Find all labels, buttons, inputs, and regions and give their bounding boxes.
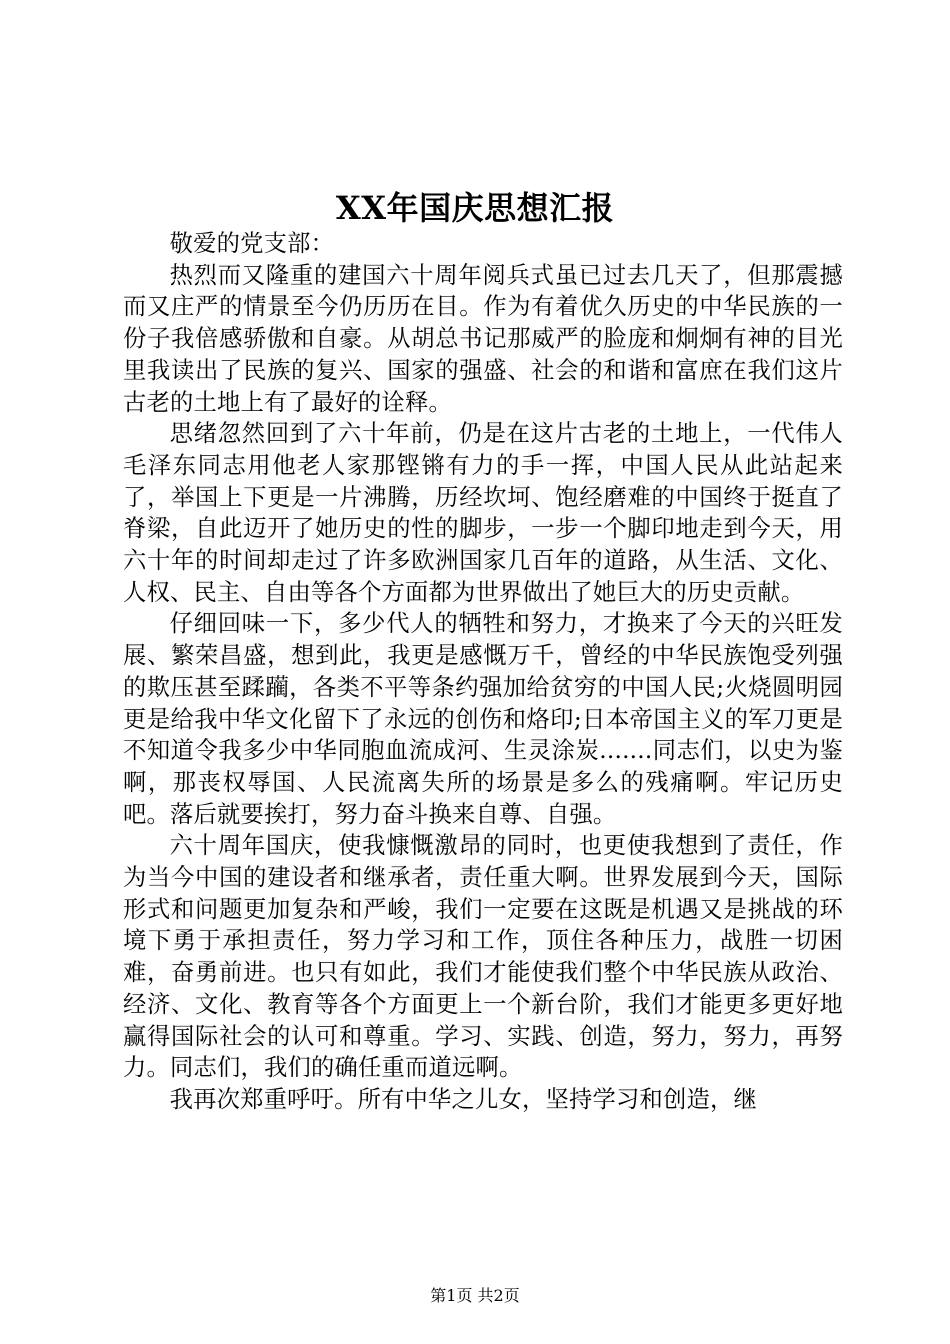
document-body [123, 228, 843, 1116]
page-footer: 第1页 共2页 [430, 1286, 520, 1305]
salutation: 敬爱的党支部： [169, 230, 335, 257]
paragraph-5: 我再次郑重呼吁。所有中华之儿女，坚持学习和创造，继 [169, 1085, 758, 1113]
paragraph-2: 思绪忽然回到了六十年前，仍是在这片古老的土地上，一代伟人毛泽东同志用他老人家那铿锵有力的手一挥，中国人民从此站起来了，举国上下更是一片沸腾，历经坎坷、饱经磨难的中国终于挺直了脊梁，自此迈开了她历史的性的脚步，一步一个脚印地走到今天，用六十年的时间却走过了许多欧洲国家几百年的道路，从生活、文化、人权、民主、自由等各个方面都为世界做出了她巨大的历史贡献。 [123, 420, 843, 606]
paragraph-1: 热烈而又隆重的建国六十周年阅兵式虽已过去几天了，但那震撼而又庄严的情景至今仍历历在目。作为有着优久历史的中华民族的一份子我倍感骄傲和自豪。从胡总书记那威严的脸庞和炯炯有神的目光里我读出了民族的复兴、国家的强盛、社会的和谐和富庶在我们这片古老的土地上有了最好的诠释。 [123, 261, 843, 416]
paragraph-4: 六十周年国庆，使我慷慨激昂的同时，也更使我想到了责任，作为当今中国的建设者和继承者，责任重大啊。世界发展到今天，国际形式和问题更加复杂和严峻，我们一定要在这既是机遇又是挑战的环境下勇于承担责任，努力学习和工作，顶住各种压力，战胜一切困难，奋勇前进。也只有如此，我们才能使我们整个中华民族从政治、经济、文化、教育等各个方面更上一个新台阶，我们才能更多更好地赢得国际社会的认可和尊重。学习、实践、创造，努力，努力，再努力。同志们，我们的确任重而道远啊。 [123, 832, 843, 1082]
document-title: XX年国庆思想汇报 [335, 189, 615, 227]
paragraph-3: 仔细回味一下，多少代人的牺牲和努力，才换来了今天的兴旺发展、繁荣昌盛，想到此，我更是感慨万千，曾经的中华民族饱受列强的欺压甚至蹂躏，各类不平等条约强加给贫穷的中国人民;火烧圆明园更是给我中华文化留下了永远的创伤和烙印;日本帝国主义的军刀更是不知道令我多少中华同胞血流成河、生灵涂炭.......同志们，以史为鉴啊，那丧权辱国、人民流离失所的场景是多么的残痛啊。牢记历史吧。落后就要挨打，努力奋斗换来自尊、自强。 [123, 610, 843, 828]
